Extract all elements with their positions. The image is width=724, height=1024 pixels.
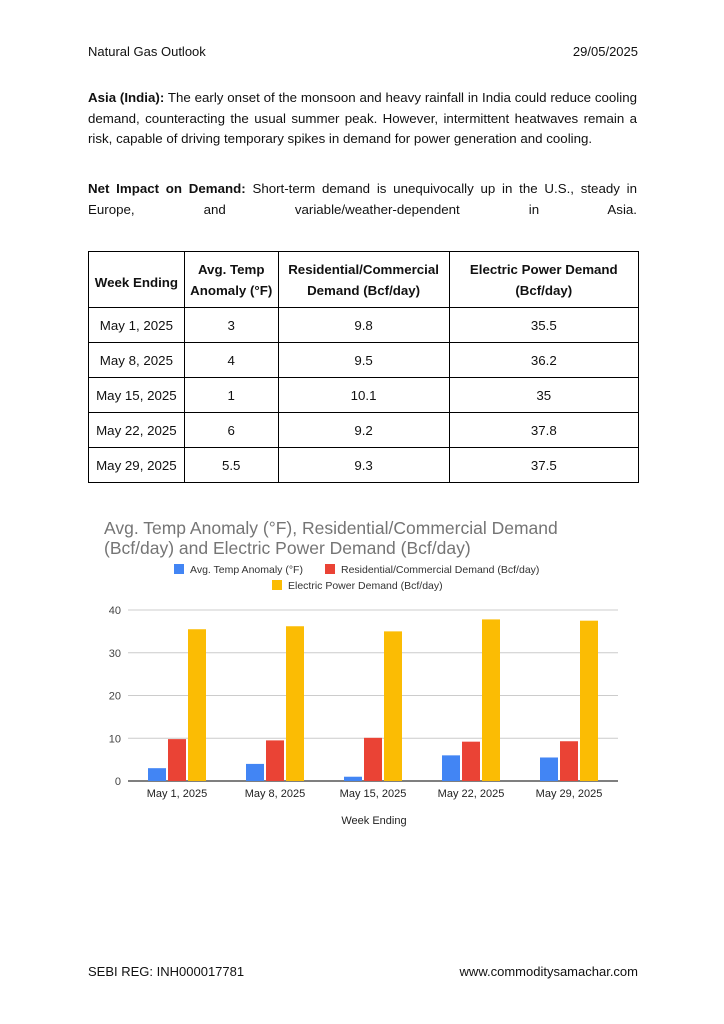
cell-elec: 37.5: [449, 448, 638, 483]
legend-label: Avg. Temp Anomaly (°F): [190, 564, 303, 576]
header-elec-line1: Electric Power Demand: [469, 261, 618, 277]
bar: [168, 739, 186, 781]
legend-swatch: [325, 564, 335, 574]
footer-website: www.commoditysamachar.com: [459, 964, 638, 979]
header-res-line2: Demand (Bcf/day): [307, 282, 421, 298]
header-temp-line2: Anomaly (°F): [190, 282, 273, 298]
chart-title-line2: (Bcf/day) and Electric Power Demand (Bcf/day): [104, 538, 471, 558]
cell-res: 9.3: [278, 448, 449, 483]
legend-swatch: [272, 580, 282, 590]
y-tick-label: 20: [108, 690, 121, 703]
table-row: [89, 378, 639, 413]
cell-week: May 1, 2025: [89, 308, 185, 343]
cell-week: May 15, 2025: [89, 378, 185, 413]
cell-temp: 6: [184, 413, 278, 448]
cell-week: May 29, 2025: [89, 448, 185, 483]
bar: [286, 626, 304, 781]
legend-label: Electric Power Demand (Bcf/day): [288, 580, 443, 592]
chart-title-line1: Avg. Temp Anomaly (°F), Residential/Commercial Demand: [104, 518, 558, 538]
bar: [246, 764, 264, 781]
x-tick-label: May 8, 2025: [244, 788, 306, 800]
demand-bar-chart: [88, 510, 638, 840]
cell-elec: 36.2: [449, 343, 638, 378]
cell-elec: 35: [449, 378, 638, 413]
chart-bars: [148, 619, 598, 781]
asia-paragraph: [88, 88, 637, 150]
chart-legend: [174, 564, 539, 592]
y-tick-label: 10: [108, 733, 121, 746]
header-temp-line1: Avg. Temp: [197, 261, 265, 277]
header-residential-demand: [278, 252, 449, 308]
x-tick-label: May 1, 2025: [146, 788, 208, 800]
cell-temp: 5.5: [184, 448, 278, 483]
cell-res: 9.8: [278, 308, 449, 343]
cell-elec: 37.8: [449, 413, 638, 448]
asia-label: Asia (India):: [88, 90, 165, 105]
bar: [188, 629, 206, 781]
chart-x-axis-label: Week Ending: [341, 815, 407, 827]
cell-week: May 22, 2025: [89, 413, 185, 448]
chart-x-axis: [147, 788, 603, 800]
legend-swatch: [174, 564, 184, 574]
legend-label: Residential/Commercial Demand (Bcf/day): [341, 564, 540, 576]
header-title: Natural Gas Outlook: [88, 44, 206, 59]
table-row: [89, 448, 639, 483]
footer-sebi-reg: SEBI REG: INH000017781: [88, 964, 245, 979]
cell-week: May 8, 2025: [89, 343, 185, 378]
table-header-row: [89, 252, 639, 308]
x-tick-label: May 29, 2025: [535, 788, 603, 800]
table-row: [89, 308, 639, 343]
bar: [540, 757, 558, 781]
bar: [384, 631, 402, 781]
header-electric-demand: [449, 252, 638, 308]
net-impact-paragraph: [88, 179, 637, 220]
net-impact-text: Short-term demand is unequivocally up in the U.S., steady in Europe, and variable/weather-dependent in Asia.: [88, 181, 637, 217]
y-tick-label: 40: [108, 605, 121, 617]
x-tick-label: May 15, 2025: [339, 788, 407, 800]
asia-text: The early onset of the monsoon and heavy rainfall in India could reduce cooling demand, counteracting the usual summer peak. However, intermittent heatwaves remain a risk, capable of driving temporary spikes in demand for power generation and cooling.: [88, 90, 637, 146]
bar: [462, 742, 480, 781]
bar: [442, 755, 460, 781]
y-tick-label: 0: [114, 776, 121, 788]
cell-res: 9.2: [278, 413, 449, 448]
cell-elec: 35.5: [449, 308, 638, 343]
bar: [148, 768, 166, 781]
x-tick-label: May 22, 2025: [437, 788, 505, 800]
cell-temp: 3: [184, 308, 278, 343]
bar: [580, 621, 598, 781]
cell-res: 10.1: [278, 378, 449, 413]
cell-temp: 1: [184, 378, 278, 413]
bar: [482, 619, 500, 781]
net-impact-label: Net Impact on Demand:: [88, 181, 246, 196]
y-tick-label: 30: [108, 647, 121, 660]
chart-y-axis: [109, 605, 121, 788]
table-row: [89, 343, 639, 378]
header-week-ending: Week Ending: [89, 252, 185, 308]
header-date: 29/05/2025: [572, 44, 638, 59]
bar: [344, 777, 362, 781]
table-row: [89, 413, 639, 448]
header-temp-anomaly: [184, 252, 278, 308]
cell-temp: 4: [184, 343, 278, 378]
bar: [364, 738, 382, 781]
header-res-line1: Residential/Commercial: [288, 261, 439, 277]
bar: [560, 741, 578, 781]
bar: [266, 740, 284, 781]
header-elec-line2: (Bcf/day): [515, 282, 573, 298]
cell-res: 9.5: [278, 343, 449, 378]
demand-table: [88, 251, 639, 483]
